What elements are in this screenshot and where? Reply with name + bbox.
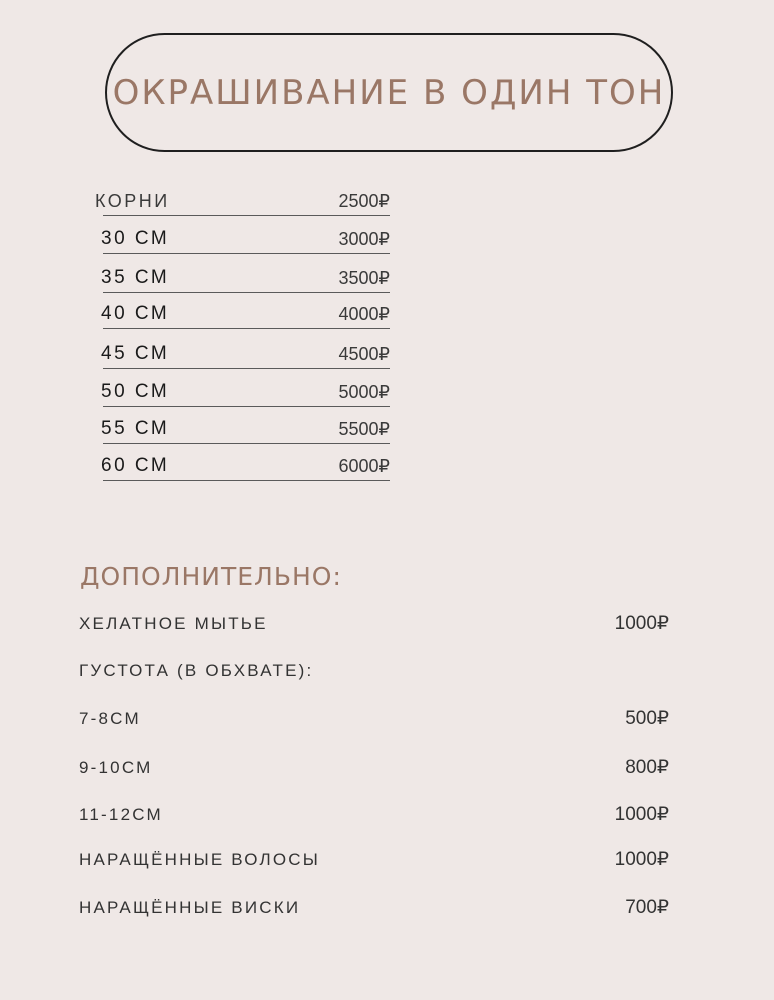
price-row-30 xyxy=(101,224,390,254)
extra-item-price: 500₽ xyxy=(625,708,669,729)
price-row-label: КОРНИ xyxy=(95,191,170,211)
extra-item-label: 9-10СМ xyxy=(79,758,153,777)
price-row-60 xyxy=(101,451,390,481)
price-row-divider xyxy=(103,253,390,254)
price-row-label: 45 СМ xyxy=(101,343,170,364)
price-row-roots xyxy=(95,186,390,216)
price-row-35 xyxy=(101,263,390,293)
page-title: ОКРАШИВАНИЕ В ОДИН ТОН xyxy=(112,72,666,113)
extra-item-label: 7-8СМ xyxy=(79,709,141,728)
extra-item-label: НАРАЩЁННЫЕ ВОЛОСЫ xyxy=(79,850,321,869)
extra-item-9-10cm xyxy=(79,758,669,784)
price-row-label: 50 СМ xyxy=(101,381,170,402)
price-row-price: 6000₽ xyxy=(338,456,390,476)
title-banner xyxy=(105,33,673,152)
price-row-divider xyxy=(103,328,390,329)
price-row-divider xyxy=(103,406,390,407)
extra-item-label: 11-12СМ xyxy=(79,805,163,824)
extra-item-price: 1000₽ xyxy=(614,613,669,634)
price-row-40 xyxy=(101,299,390,329)
extra-item-density xyxy=(79,661,669,687)
extra-item-7-8cm xyxy=(79,709,669,735)
extra-item-price: 700₽ xyxy=(625,897,669,918)
price-row-price: 3500₽ xyxy=(338,268,390,288)
extra-item-label: ГУСТОТА (В ОБХВАТЕ): xyxy=(79,661,314,680)
price-row-price: 5500₽ xyxy=(338,419,390,439)
extra-item-price: 800₽ xyxy=(625,757,669,778)
price-row-divider xyxy=(103,368,390,369)
extra-item-extended-temples xyxy=(79,898,669,924)
extra-item-price: 1000₽ xyxy=(614,849,669,870)
extra-item-extended-hair xyxy=(79,850,669,876)
price-row-55 xyxy=(101,414,390,444)
extra-item-chelate-wash xyxy=(79,614,669,640)
price-row-divider xyxy=(103,215,390,216)
extra-item-label: НАРАЩЁННЫЕ ВИСКИ xyxy=(79,898,301,917)
price-row-50 xyxy=(101,377,390,407)
price-row-price: 4000₽ xyxy=(338,304,390,324)
extras-heading: ДОПОЛНИТЕЛЬНО: xyxy=(80,562,342,591)
extra-item-11-12cm xyxy=(79,805,669,831)
price-row-label: 55 СМ xyxy=(101,418,170,439)
price-row-price: 4500₽ xyxy=(338,344,390,364)
price-row-price: 3000₽ xyxy=(338,229,390,249)
extra-item-label: ХЕЛАТНОЕ МЫТЬЕ xyxy=(79,614,268,633)
extra-item-price: 1000₽ xyxy=(614,804,669,825)
price-row-price: 5000₽ xyxy=(338,382,390,402)
price-row-divider xyxy=(103,480,390,481)
price-row-divider xyxy=(103,292,390,293)
price-row-label: 60 СМ xyxy=(101,455,170,476)
price-row-label: 35 СМ xyxy=(101,267,170,288)
price-row-label: 40 СМ xyxy=(101,303,170,324)
price-row-label: 30 СМ xyxy=(101,228,170,249)
price-row-45 xyxy=(101,339,390,369)
price-row-divider xyxy=(103,443,390,444)
price-row-price: 2500₽ xyxy=(338,191,390,211)
